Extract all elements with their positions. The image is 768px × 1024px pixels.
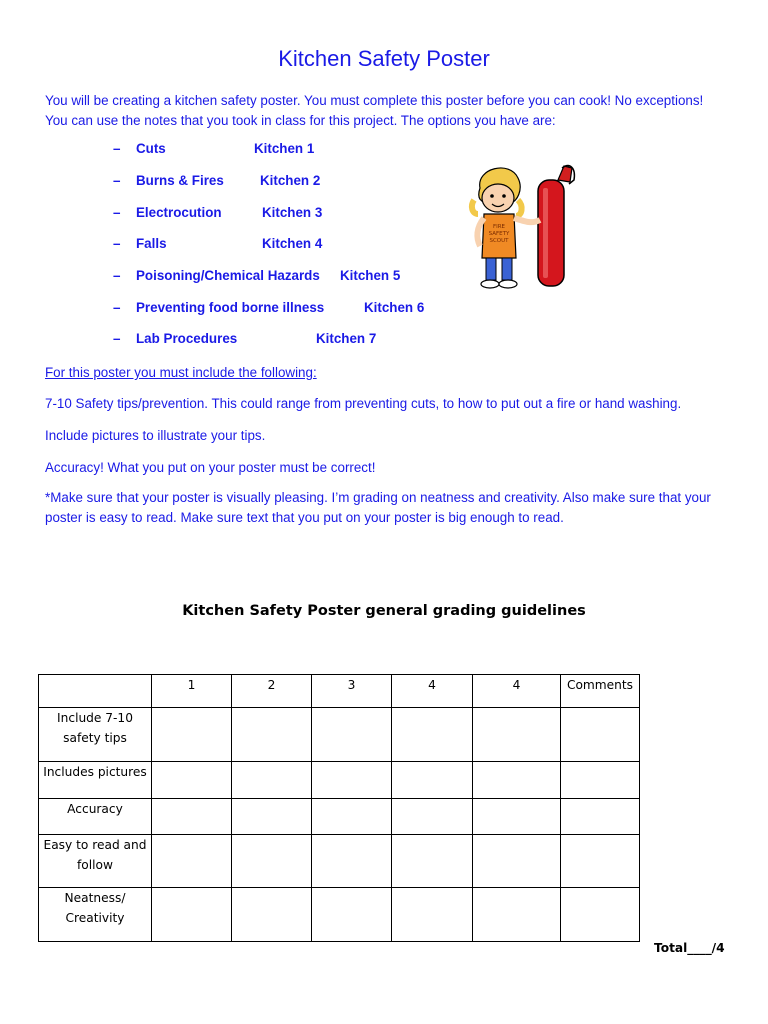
requirement-item: *Make sure that your poster is visually pleasing. I’m grading on neatness and creativity. Also make sure that your poster is easy to read. Make sure text that you put on your poster is big enough to read. bbox=[45, 490, 711, 525]
option-name: Lab Procedures bbox=[136, 331, 238, 346]
svg-text:SAFETY: SAFETY bbox=[488, 231, 510, 237]
requirements-heading: For this poster you must include the following: bbox=[45, 365, 317, 380]
score-cell[interactable] bbox=[473, 708, 561, 762]
score-cell[interactable] bbox=[232, 762, 312, 799]
page-title: Kitchen Safety Poster bbox=[278, 46, 490, 71]
score-cell[interactable] bbox=[473, 799, 561, 835]
score-cell[interactable] bbox=[232, 835, 312, 888]
list-dash: – bbox=[113, 173, 121, 188]
score-cell[interactable] bbox=[473, 835, 561, 888]
comment-cell[interactable] bbox=[561, 762, 640, 799]
comment-cell[interactable] bbox=[561, 888, 640, 942]
table-row bbox=[39, 708, 640, 762]
list-dash: – bbox=[113, 268, 121, 283]
header-cell: 3 bbox=[312, 675, 392, 708]
option-kitchen: Kitchen 6 bbox=[364, 300, 425, 315]
score-cell[interactable] bbox=[152, 708, 232, 762]
list-dash: – bbox=[113, 331, 121, 346]
intro-paragraph: You will be creating a kitchen safety poster. You must complete this poster before you can cook! No exceptions! You can use the notes that you took in class for this project. The options you have are: bbox=[45, 93, 704, 128]
list-dash: – bbox=[113, 141, 121, 156]
table-row bbox=[39, 762, 640, 799]
score-cell[interactable] bbox=[473, 888, 561, 942]
row-label: Easy to read and follow bbox=[39, 835, 152, 888]
score-cell[interactable] bbox=[312, 762, 392, 799]
score-cell[interactable] bbox=[392, 888, 473, 942]
table-row bbox=[39, 835, 640, 888]
score-cell[interactable] bbox=[392, 835, 473, 888]
grading-table bbox=[38, 674, 640, 942]
row-label: Include 7-10 safety tips bbox=[39, 708, 152, 762]
grading-heading: Kitchen Safety Poster general grading guidelines bbox=[182, 603, 586, 619]
comment-cell[interactable] bbox=[561, 835, 640, 888]
comment-cell[interactable] bbox=[561, 708, 640, 762]
score-cell[interactable] bbox=[392, 762, 473, 799]
score-cell[interactable] bbox=[473, 762, 561, 799]
score-cell[interactable] bbox=[232, 708, 312, 762]
list-dash: – bbox=[113, 205, 121, 220]
total-score: Total____/4 bbox=[654, 941, 725, 955]
score-cell[interactable] bbox=[312, 835, 392, 888]
row-label: Accuracy bbox=[39, 799, 152, 835]
row-label: Includes pictures bbox=[39, 762, 152, 799]
option-name: Falls bbox=[136, 236, 167, 251]
option-kitchen: Kitchen 5 bbox=[340, 268, 401, 283]
header-cell: 1 bbox=[152, 675, 232, 708]
requirement-item: 7-10 Safety tips/prevention. This could range from preventing cuts, to how to put out a fire or hand washing. bbox=[45, 396, 682, 411]
option-kitchen: Kitchen 3 bbox=[262, 205, 323, 220]
requirement-item: Include pictures to illustrate your tips. bbox=[45, 428, 266, 443]
header-cell: Comments bbox=[561, 675, 640, 708]
score-cell[interactable] bbox=[152, 835, 232, 888]
header-cell bbox=[39, 675, 152, 708]
option-name: Preventing food borne illness bbox=[136, 300, 325, 315]
svg-text:SCOUT: SCOUT bbox=[489, 238, 509, 244]
option-name: Electrocution bbox=[136, 205, 222, 220]
option-kitchen: Kitchen 4 bbox=[262, 236, 323, 251]
list-dash: – bbox=[113, 236, 121, 251]
score-cell[interactable] bbox=[392, 799, 473, 835]
score-cell[interactable] bbox=[312, 888, 392, 942]
score-cell[interactable] bbox=[312, 799, 392, 835]
option-name: Cuts bbox=[136, 141, 166, 156]
score-cell[interactable] bbox=[152, 799, 232, 835]
score-cell[interactable] bbox=[152, 888, 232, 942]
table-row bbox=[39, 888, 640, 942]
scout-badge-text: FIRE bbox=[492, 224, 506, 230]
header-cell: 2 bbox=[232, 675, 312, 708]
option-kitchen: Kitchen 2 bbox=[260, 173, 321, 188]
fire-safety-scout-illustration bbox=[466, 158, 582, 292]
header-cell: 4 bbox=[392, 675, 473, 708]
requirement-item: Accuracy! What you put on your poster must be correct! bbox=[45, 460, 376, 475]
comment-cell[interactable] bbox=[561, 799, 640, 835]
option-name: Poisoning/Chemical Hazards bbox=[136, 268, 320, 283]
option-name: Burns & Fires bbox=[136, 173, 224, 188]
header-cell: 4 bbox=[473, 675, 561, 708]
score-cell[interactable] bbox=[152, 762, 232, 799]
row-label: Neatness/ Creativity bbox=[39, 888, 152, 942]
table-row bbox=[39, 799, 640, 835]
score-cell[interactable] bbox=[312, 708, 392, 762]
option-kitchen: Kitchen 1 bbox=[254, 141, 315, 156]
score-cell[interactable] bbox=[392, 708, 473, 762]
score-cell[interactable] bbox=[232, 888, 312, 942]
list-dash: – bbox=[113, 300, 121, 315]
option-kitchen: Kitchen 7 bbox=[316, 331, 377, 346]
table-header-row bbox=[39, 675, 640, 708]
score-cell[interactable] bbox=[232, 799, 312, 835]
